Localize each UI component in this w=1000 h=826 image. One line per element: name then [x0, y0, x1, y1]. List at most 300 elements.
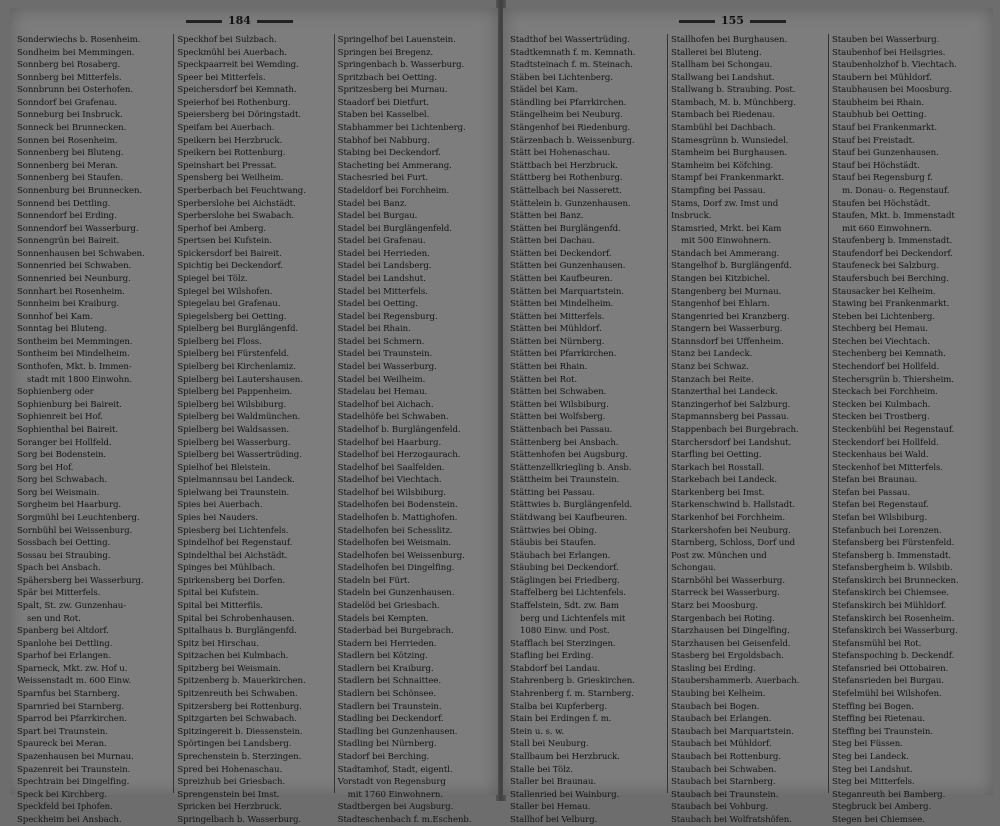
index-entry: Spritzesberg bei Murnau. [337, 85, 448, 96]
index-entry: Stefan bei Regenstauf. [832, 500, 929, 511]
index-entry: Staubach bei Rottenburg. [671, 751, 781, 762]
index-entry: Sonnenried bei Schwaben. [17, 261, 132, 272]
index-entry: Spär bei Mitterfels. [17, 588, 101, 599]
index-entry: Steben bei Lichtenberg. [832, 311, 935, 322]
index-entry: Stadling bei Deckendorf. [337, 714, 444, 725]
index-entry: Stacheting bei Ammerang. [337, 160, 452, 171]
index-entry: Stättenhofen bei Augsburg. [510, 450, 628, 461]
left-page-number: 184 [228, 14, 251, 27]
right-page-header [673, 14, 792, 27]
index-entry: Stams, Dorf zw. Imst und [671, 198, 779, 209]
index-entry: Sonneburg bei Insbruck. [17, 110, 123, 121]
left-column-2 [174, 34, 334, 825]
index-entry: Spechtrain bei Dingelfing. [17, 777, 130, 788]
index-entry: Staderbad bei Burgebrach. [337, 626, 454, 637]
index-entry: Spitzersberg bei Rottenburg. [177, 701, 302, 712]
index-entry: Sorgheim bei Haarburg. [17, 500, 122, 511]
index-entry: Stäubing bei Deckendorf. [510, 563, 619, 574]
index-entry: Starzhausen bei Dingelfing. [671, 626, 790, 637]
index-entry: Stadel bei Regensburg. [337, 311, 438, 322]
index-entry: Staubershammerb. Auerbach. [671, 676, 800, 687]
index-entry: Schongau. [671, 563, 716, 574]
index-entry: Starkershofen bei Neuburg. [671, 525, 791, 536]
index-entry: Stäubach bei Erlangen. [510, 550, 611, 561]
index-entry: Stängelheim bei Neuburg. [510, 110, 623, 121]
index-entry: Stadel bei Wasserburg. [337, 362, 437, 373]
index-entry: Stegbruck bei Amberg. [832, 802, 932, 813]
index-entry: Sparhof bei Erlangen. [17, 651, 111, 662]
index-entry: Soranger bei Hollfeld. [17, 437, 112, 448]
index-entry: Stätten bei Burglängenfd. [510, 223, 621, 234]
index-entry: Spielwang bei Traunstein. [177, 487, 290, 498]
index-entry: Stätten bei Mindelheim. [510, 299, 614, 310]
index-entry: Stefanspoching b. Deckendf. [832, 651, 955, 662]
ornament-right [750, 20, 786, 23]
index-entry: Stangern bei Wasserburg. [671, 324, 783, 335]
index-entry: Sonnberg bei Rosaberg. [17, 60, 121, 71]
left-page [10, 8, 498, 825]
index-entry: Staubenholzhof b. Viechtach. [832, 60, 957, 71]
index-entry: Spiegel bei Wilshofen. [177, 286, 273, 297]
index-entry: Sparneck, Mkt. zw. Hof u. [17, 663, 128, 674]
index-entry: Stargenbach bei Roting. [671, 613, 775, 624]
index-entry: Stampfing bei Passau. [671, 185, 766, 196]
index-entry: Spielberg bei Waldmünchen. [177, 412, 301, 423]
index-entry: Stasberg bei Ergoldsbach. [671, 651, 784, 662]
index-entry: Staufersbuch bei Berching. [832, 273, 949, 284]
index-entry: Spart bei Traunstein. [17, 726, 108, 737]
index-entry: Speinshart bei Pressat. [177, 160, 277, 171]
index-entry: Sonndorf bei Grafenau. [17, 97, 117, 108]
right-column-1 [507, 34, 668, 825]
index-entry: Spörtingen bei Landsberg. [177, 739, 292, 750]
index-entry: Stadorf bei Berching. [337, 751, 430, 762]
index-entry: Stadel bei Rhain. [337, 324, 411, 335]
index-entry: Stäubis bei Staufen. [510, 538, 596, 549]
index-entry: Stahrenberg f. m. Starnberg. [510, 689, 634, 700]
index-entry: Stadel bei Weilheim. [337, 374, 426, 385]
index-entry: Stadelhöfe bei Schwaben. [337, 412, 449, 423]
index-entry: Steg bei Füssen. [832, 739, 903, 750]
right-column-3 [829, 34, 989, 825]
index-entry: Stafling bei Erding. [510, 651, 594, 662]
index-entry: Speer bei Mitterfels. [177, 72, 266, 83]
index-entry: Stadel bei Banz. [337, 198, 407, 209]
index-entry: Spiegel bei Tölz. [177, 273, 248, 284]
index-entry: Sonnenburg bei Brunnecken. [17, 185, 143, 196]
index-entry: Stadel bei Mitterfels. [337, 286, 428, 297]
index-entry: Sorg bei Schwabach. [17, 475, 107, 486]
index-entry: Stefansbergheim b. Wilsbib. [832, 563, 953, 574]
index-entry: Stabhammer bei Lichtenberg. [337, 123, 466, 134]
index-entry: Stauben bei Wasserburg. [832, 35, 940, 45]
index-entry: Stadelhof bei Viechtach. [337, 475, 442, 486]
index-entry: Stangenhof bei Ehlarn. [671, 299, 770, 310]
index-entry: Stein u. s. w. [510, 726, 564, 737]
index-entry: Stamheim bei Burghausen. [671, 148, 787, 159]
index-entry: Starkenschwind b. Hallstadt. [671, 500, 795, 511]
index-entry: Stadelhofen bei Dingelfing. [337, 563, 455, 574]
index-entry: Stefanskirch bei Rosenheim. [832, 613, 955, 624]
index-entry: Sossbach bei Oetting. [17, 538, 111, 549]
index-entry: Spiegelsberg bei Oetting. [177, 311, 287, 322]
index-entry: Springelbach b. Wasserburg. [177, 814, 302, 825]
index-entry: Stadel bei Oetting. [337, 299, 418, 310]
index-entry: Stadlern bei Schönsee. [337, 689, 436, 700]
index-entry: Spielberg bei Lautershausen. [177, 374, 303, 385]
index-entry: Stadlern bei Kötzing. [337, 651, 428, 662]
index-entry: Sophienburg bei Baireit. [17, 399, 122, 410]
index-entry: Stechersgrün b. Thiersheim. [832, 374, 954, 385]
index-entry: Speifam bei Auerbach. [177, 123, 275, 134]
index-entry: Spindelthal bei Aichstädt. [177, 550, 288, 561]
index-entry: Stätten bei Gunzenhausen. [510, 261, 626, 272]
index-entry: mit 1760 Einwohnern. [347, 789, 443, 800]
index-entry: Spertsen bei Kufstein. [177, 236, 272, 247]
index-entry: Starreck bei Wasserburg. [671, 588, 780, 599]
index-entry: Stallwang b. Straubing. Post. [671, 85, 796, 96]
index-entry: Stapmannsberg bei Passau. [671, 412, 789, 423]
right-page-number: 155 [721, 14, 744, 27]
index-entry: Steckenbühl bei Regenstauf. [832, 424, 955, 435]
index-entry: Standach bei Ammerang. [671, 248, 780, 259]
index-entry: Stalle bei Tölz. [510, 764, 573, 775]
index-entry: Spitzenreuth bei Schwaben. [177, 689, 298, 700]
index-entry: Post zw. München und [671, 550, 767, 561]
index-entry: Starnböhl bei Wasserburg. [671, 575, 785, 586]
index-entry: Staubach bei Bogen. [671, 701, 760, 712]
index-entry: Speichersdorf bei Kemnath. [177, 85, 297, 96]
index-entry: Stegen bei Chiemsee. [832, 814, 925, 825]
right-columns [507, 34, 989, 825]
index-entry: Stefansberg b. Immenstadt. [832, 550, 951, 561]
index-entry: Stadel bei Herrieden. [337, 248, 430, 259]
index-entry: Staubach bei Erlangen. [671, 714, 772, 725]
index-entry: Sonnend bei Dettling. [17, 198, 111, 209]
index-entry: Stadel bei Landsberg. [337, 261, 432, 272]
index-entry: Staubach bei Traunstein. [671, 789, 779, 800]
index-entry: Speikern bei Herzbruck. [177, 135, 283, 146]
index-entry: Stauf bei Frankenmarkt. [832, 123, 938, 134]
index-entry: Staufen, Mkt. b. Immenstadt [832, 211, 955, 222]
index-entry: Stätting bei Passau. [510, 487, 595, 498]
right-column-2 [668, 34, 829, 825]
index-entry: Staubhausen bei Moosburg. [832, 85, 952, 96]
index-entry: Sornbühl bei Weissenburg. [17, 525, 133, 536]
index-entry: Stauf bei Regensburg f. [832, 173, 933, 184]
index-entry: Sonnenhausen bei Schwaben. [17, 248, 145, 259]
index-entry: Spielberg bei Wassertrüding. [177, 450, 302, 461]
index-entry: Stadeln bei Fürt. [337, 575, 410, 586]
index-entry: Sonnenberg bei Staufen. [17, 173, 123, 184]
index-entry: Stabhof bei Nabburg. [337, 135, 430, 146]
index-entry: Staufeneck bei Salzburg. [832, 261, 939, 272]
index-entry: Sprengenstein bei Imst. [177, 789, 280, 800]
index-entry: Stadelhofen bei Weismain. [337, 538, 451, 549]
index-entry: Sonnheim bei Kraiburg. [17, 299, 120, 310]
index-entry: Sonnhof bei Kam. [17, 311, 93, 322]
index-entry: Staubheim bei Rhain. [832, 97, 924, 108]
index-entry: Stamheim bei Köfching. [671, 160, 774, 171]
index-entry: Stain bei Erdingen f. m. [510, 714, 612, 725]
index-entry: Stadtsteinach f. m. Steinach. [510, 60, 633, 71]
index-entry: Stadlern bei Traunstein. [337, 701, 442, 712]
index-entry: Stadtbergen bei Augsburg. [337, 802, 454, 813]
index-entry: Stätten bei Wolfsberg. [510, 412, 606, 423]
index-entry: Staufendorf bei Deckendorf. [832, 248, 953, 259]
index-entry: Sophienberg oder [17, 387, 94, 398]
index-entry: Speierhof bei Rothenburg. [177, 97, 291, 108]
index-entry: Stäben bei Lichtenberg. [510, 72, 613, 83]
index-entry: Sonnendorf bei Erding. [17, 211, 117, 222]
index-entry: Sonnenried bei Neunburg. [17, 273, 131, 284]
index-entry: Stappenbach bei Burgebrach. [671, 424, 799, 435]
index-entry: Stabing bei Deckendorf. [337, 148, 441, 159]
index-entry: Stall bei Neuburg. [510, 739, 589, 750]
index-entry: Stambühl bei Dachbach. [671, 123, 776, 134]
index-entry: Speck bei Kirchberg. [17, 789, 107, 800]
index-entry: Stefanskirch bei Chiemsee. [832, 588, 949, 599]
index-entry: Spalt, St. zw. Gunzenhau- [17, 601, 126, 612]
index-entry: Steg bei Landshut. [832, 764, 913, 775]
index-entry: Stätt bei Hohenaschau. [510, 148, 611, 159]
index-entry: Stechen bei Viechtach. [832, 336, 930, 347]
index-entry: Springenbach b. Wasserburg. [337, 60, 465, 71]
index-entry: Staubach bei Wolfratshöfen. [671, 814, 792, 825]
index-entry: Stättwies b. Burglängenfeld. [510, 500, 633, 511]
index-entry: Spielberg bei Kirchenlamiz. [177, 362, 296, 373]
index-entry: Spiegelau bei Grafenau. [177, 299, 281, 310]
index-entry: Stambach, M. b. Münchberg. [671, 97, 796, 108]
index-entry: Stangelhof b. Burglängenfd. [671, 261, 792, 272]
index-entry: Steckenhaus bei Wald. [832, 450, 929, 461]
index-entry: Stadelhof bei Aichach. [337, 399, 434, 410]
index-entry: Sparrod bei Pfarrkirchen. [17, 714, 127, 725]
index-entry: Stefansmühl bei Rot. [832, 638, 922, 649]
index-entry: Sonnhart bei Rosenheim. [17, 286, 125, 297]
index-entry: Sperberslohe bei Swabach. [177, 211, 294, 222]
index-entry: Stätdwang bei Kaufbeuren. [510, 512, 628, 523]
index-entry: Stalba bei Kupferberg. [510, 701, 608, 712]
index-entry: Starchersdorf bei Landshut. [671, 437, 792, 448]
index-entry: Speckfeld bei Iphofen. [17, 802, 113, 813]
index-entry: Stadels bei Kempten. [337, 613, 429, 624]
index-entry: Stadel bei Burglängenfeld. [337, 223, 452, 234]
index-entry: Speckhof bei Sulzbach. [177, 35, 277, 45]
index-entry: Sonnbrunn bei Osterhofen. [17, 85, 133, 96]
index-entry: Spirkensberg bei Dorfen. [177, 575, 286, 586]
index-entry: Spitzachen bei Kulmbach. [177, 651, 289, 662]
right-page [503, 8, 993, 825]
index-entry: Stätten bei Pfarrkirchen. [510, 349, 617, 360]
index-entry: Spanlohe bei Dettling. [17, 638, 113, 649]
index-entry: Spielberg bei Waldsassen. [177, 424, 289, 435]
index-entry: Sonneck bei Brunnecken. [17, 123, 127, 134]
index-entry: Stefanskirch bei Brunnecken. [832, 575, 959, 586]
index-entry: Stadelhofen bei Weissenburg. [337, 550, 465, 561]
index-entry: Stadling bei Nürnberg. [337, 739, 437, 750]
index-entry: Stanzingerhof bei Salzburg. [671, 399, 791, 410]
index-entry: Staubach bei Vohburg. [671, 802, 769, 813]
index-entry: Stafflach bei Sterzingen. [510, 638, 616, 649]
index-entry: Stadlern bei Kraiburg. [337, 663, 434, 674]
index-entry: Stampf bei Frankenmarkt. [671, 173, 785, 184]
index-entry: Stannsdorf bei Uffenheim. [671, 336, 784, 347]
index-entry: Stefanbuch bei Lorenzen. [832, 525, 942, 536]
index-entry: Stättberg bei Rothenburg. [510, 173, 623, 184]
index-entry: m. Donau- o. Regenstauf. [842, 185, 950, 196]
left-column-1 [14, 34, 174, 825]
index-entry: Stefan bei Braunau. [832, 475, 918, 486]
index-entry: Spielhof bei Bleistein. [177, 462, 271, 473]
index-entry: sen und Rot. [27, 613, 81, 624]
index-entry: Stängenhof bei Riedenburg. [510, 123, 631, 134]
index-entry: Stätten bei Rot. [510, 374, 578, 385]
index-entry: Stadelhof bei Haarburg. [337, 437, 442, 448]
index-entry: Stättelbach bei Nasserett. [510, 185, 622, 196]
index-entry: Steffing bei Traunstein. [832, 726, 933, 737]
index-entry: Vorstadt von Regensburg [337, 777, 446, 788]
index-entry: Speiersberg bei Döringstadt. [177, 110, 301, 121]
index-entry: Spitzenberg b. Mauerkirchen. [177, 676, 306, 687]
index-entry: Staubenhof bei Heilsgries. [832, 47, 946, 58]
index-entry: Sonthofen, Mkt. b. Immen- [17, 362, 132, 373]
index-entry: Stätten bei Rhain. [510, 362, 588, 373]
index-entry: Spiesberg bei Lichtenfels. [177, 525, 289, 536]
index-entry: Stätten bei Mitterfels. [510, 311, 605, 322]
index-entry: Sorg bei Weismain. [17, 487, 100, 498]
index-entry: Staubhub bei Oetting. [832, 110, 927, 121]
index-entry: Stachesried bei Furt. [337, 173, 428, 184]
index-entry: Steckenhof bei Mitterfels. [832, 462, 943, 473]
index-entry: Spielberg bei Floss. [177, 336, 262, 347]
index-entry: Steganreuth bei Bamberg. [832, 789, 946, 800]
index-entry: Stangenberg bei Murnau. [671, 286, 782, 297]
index-entry: Spitalhaus b. Burglängenfd. [177, 626, 297, 637]
index-entry: Speckheim bei Ansbach. [17, 814, 122, 825]
index-entry: Stawing bei Frankenmarkt. [832, 299, 950, 310]
index-entry: Spies bei Nauders. [177, 512, 258, 523]
left-column-3 [335, 34, 494, 825]
index-entry: Stefan bei Wilsbiburg. [832, 512, 928, 523]
index-entry: Stätten bei Nürnberg. [510, 336, 605, 347]
index-entry: Sprechenstein b. Sterzingen. [177, 751, 302, 762]
index-entry: Stärzenbach b. Weissenburg. [510, 135, 635, 146]
index-entry: Sonderwiechs b. Rosenheim. [17, 35, 141, 45]
index-entry: Stadlern bei Schnaittee. [337, 676, 441, 687]
index-entry: Stadelhofen bei Schesslitz. [337, 525, 453, 536]
index-entry: Staubach bei Schwaben. [671, 764, 777, 775]
index-entry: Sorg bei Bodenstein. [17, 450, 107, 461]
index-entry: Springen bei Bregenz. [337, 47, 434, 58]
index-entry: Stadeldorf bei Forchheim. [337, 185, 450, 196]
index-entry: Stefansberg bei Fürstenfeld. [832, 538, 955, 549]
index-entry: Stecken bei Trostberg. [832, 412, 930, 423]
index-entry: Stambach bei Riedenau. [671, 110, 776, 121]
index-entry: Starnberg, Schloss, Dorf und [671, 538, 796, 549]
index-entry: Stätten bei Schwaben. [510, 387, 607, 398]
index-entry: Staubern bei Mühldorf. [832, 72, 932, 83]
index-entry: Stätten bei Wilsbiburg. [510, 399, 609, 410]
index-entry: Stadel bei Landshut. [337, 273, 426, 284]
index-entry: Stanz bei Landeck. [671, 349, 753, 360]
index-entry: Stallham bei Schongau. [671, 60, 773, 71]
index-entry: Stäglingen bei Friedberg. [510, 575, 620, 586]
index-entry: mit 500 Einwohnern. [681, 236, 771, 247]
index-entry: Staubach bei Mühldorf. [671, 739, 772, 750]
index-entry: Städel bei Kam. [510, 85, 578, 96]
index-entry: Sonnenberg bei Bluteng. [17, 148, 124, 159]
index-entry: Stadeln bei Gunzenhausen. [337, 588, 455, 599]
index-entry: 1080 Einw. und Post. [520, 626, 610, 637]
index-entry: Spähersberg bei Wasserburg. [17, 575, 144, 586]
index-entry: Staufenberg b. Immenstadt. [832, 236, 953, 247]
index-entry: Starkebach bei Landeck. [671, 475, 778, 486]
index-entry: Stallhofen bei Burghausen. [671, 35, 788, 45]
index-entry: Stechberg bei Hemau. [832, 324, 928, 335]
index-entry: Spielberg bei Burglängenfd. [177, 324, 298, 335]
index-entry: Stallhof bei Velburg. [510, 814, 598, 825]
index-entry: Staffelberg bei Lichtenfels. [510, 588, 626, 599]
index-entry: Sparnried bei Starnberg. [17, 701, 125, 712]
left-columns [14, 34, 494, 825]
index-entry: Stangen bei Kitzbichel. [671, 273, 770, 284]
index-entry: Staubing bei Kelheim. [671, 689, 766, 700]
index-entry: Starfling bei Oetting. [671, 450, 762, 461]
index-entry: Spital bei Schrobenhausen. [177, 613, 295, 624]
index-entry: Starz bei Moosburg. [671, 601, 758, 612]
index-entry: Spielmannsau bei Landeck. [177, 475, 295, 486]
index-entry: Spital bei Mitterfils. [177, 601, 263, 612]
index-entry: Spazenhausen bei Murnau. [17, 751, 134, 762]
index-entry: Stadern bei Herrieden. [337, 638, 437, 649]
index-entry: Stadelhofen b. Mattighofen. [337, 512, 458, 523]
index-entry: Stätten bei Kaufbeuren. [510, 273, 613, 284]
index-entry: Speckmühl bei Auerbach. [177, 47, 287, 58]
index-entry: Stausacker bei Kelheim. [832, 286, 936, 297]
index-entry: Spred bei Hohenaschau. [177, 764, 283, 775]
index-entry: Stecken bei Kulmbach. [832, 399, 931, 410]
index-entry: Sonnenberg bei Meran. [17, 160, 119, 171]
index-entry: Stättenbach bei Passau. [510, 424, 613, 435]
index-entry: stadt mit 1800 Einwohn. [27, 374, 132, 385]
index-entry: Staufen bei Höchstädt. [832, 198, 931, 209]
index-entry: Weissenstadt m. 600 Einw. [17, 676, 131, 687]
index-entry: berg und Lichtenfels mit [520, 613, 626, 624]
index-entry: Spritzbach bei Oetting. [337, 72, 437, 83]
index-entry: Spanberg bei Altdorf. [17, 626, 109, 637]
index-entry: Sperberbach bei Feuchtwang. [177, 185, 306, 196]
index-entry: Stätten bei Deckendorf. [510, 248, 612, 259]
index-entry: Sonnen bei Rosenheim. [17, 135, 118, 146]
index-entry: Stamsried, Mrkt. bei Kam [671, 223, 782, 234]
index-entry: Stättenberg bei Ansbach. [510, 437, 619, 448]
index-entry: Stadel bei Burgau. [337, 211, 418, 222]
index-entry: Steckendorf bei Hollfeld. [832, 437, 939, 448]
index-entry: Springelhof bei Lauenstein. [337, 35, 456, 45]
index-entry: Staller bei Hemau. [510, 802, 591, 813]
index-entry: Steckach bei Forchheim. [832, 387, 938, 398]
index-entry: Stallerei bei Bluteng. [671, 47, 762, 58]
index-entry: Spichtig bei Deckendorf. [177, 261, 283, 272]
index-entry: Spaureck bei Meran. [17, 739, 107, 750]
index-entry: Staubach bei Marquartstein. [671, 726, 794, 737]
index-entry: Stefanskirch bei Wasserburg. [832, 626, 958, 637]
index-entry: Steg bei Mitterfels. [832, 777, 915, 788]
index-entry: Spricken bei Herzbruck. [177, 802, 282, 813]
index-entry: Stallbaum bei Herzbruck. [510, 751, 620, 762]
index-entry: Stechendorf bei Hollfeld. [832, 362, 940, 373]
